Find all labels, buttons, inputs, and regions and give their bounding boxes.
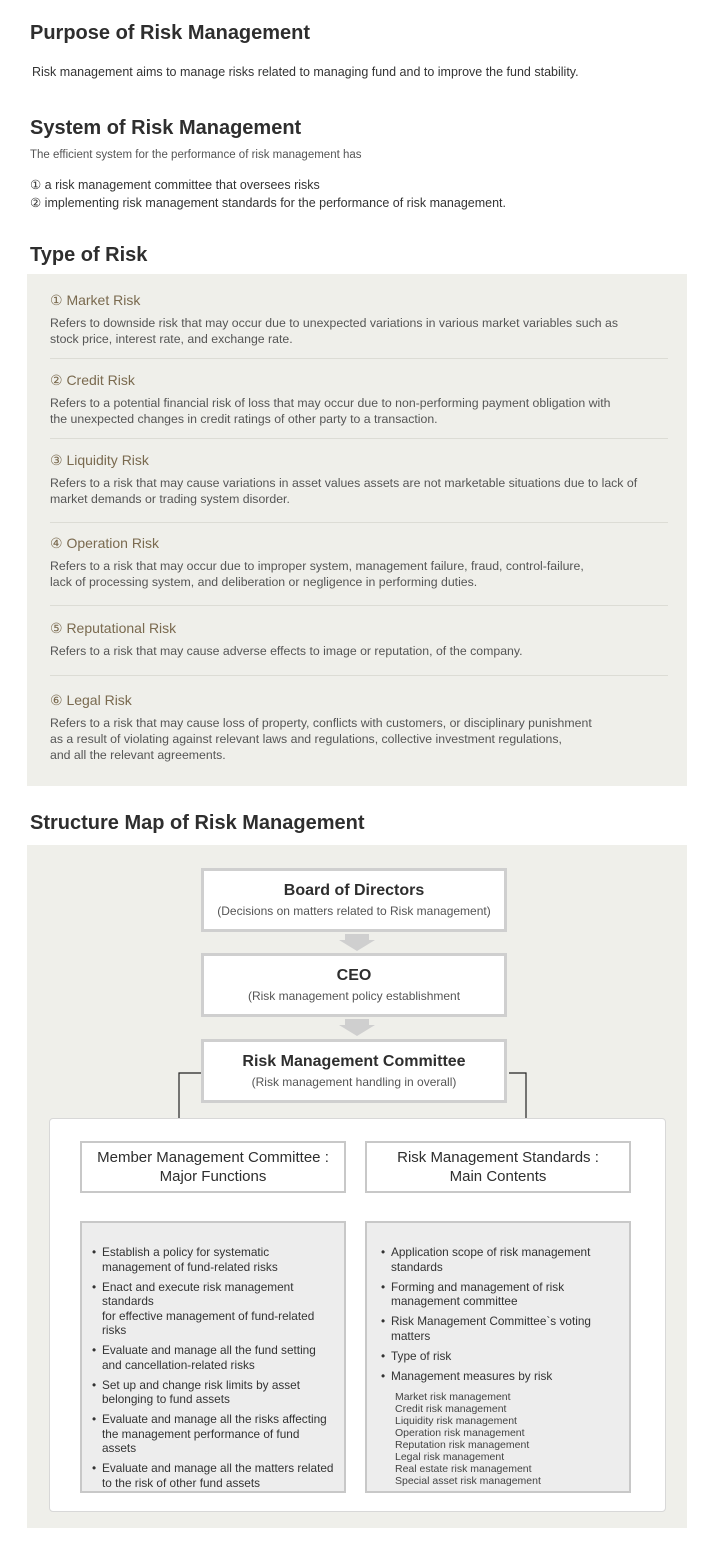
risk-title: ① Market Risk: [50, 292, 141, 308]
risk-desc: Refers to downside risk that may occur due to unexpected variations in various market variables such as stock price, interest rate, and exchange rate.: [50, 316, 618, 346]
risk-title: ④ Operation Risk: [50, 535, 160, 551]
structure-map-panel: [27, 845, 687, 1528]
system-heading: System of Risk Management: [30, 117, 302, 139]
list-item: • Evaluate and manage all the risks affecting the management performance of fund assets: [92, 1412, 334, 1456]
risk-desc: Refers to a potential financial risk of loss that may occur due to non-performing payment obligation with the unexpected changes in credit ratings of other party to a transaction.: [50, 396, 611, 426]
purpose-heading: Purpose of Risk Management: [30, 22, 311, 44]
ceo-box: [201, 953, 507, 1017]
sub-list-item: Real estate risk management: [395, 1462, 532, 1475]
divider: [50, 675, 668, 676]
down-arrow-icon: [339, 934, 375, 951]
sub-list-item: Special asset risk management: [395, 1474, 541, 1487]
risk-item-credit: [50, 372, 670, 427]
member-committee-head: Member Management Committee : Major Functions: [80, 1141, 346, 1193]
board-of-directors-box: [201, 868, 507, 932]
risk-item-reputational: [50, 620, 670, 659]
risk-item-legal: [50, 692, 670, 763]
risk-committee-box: [201, 1039, 507, 1103]
risk-desc: Refers to a risk that may occur due to improper system, management failure, fraud, control-failure, lack of processing system, and deliberation or negligence in performing duties.: [50, 559, 584, 589]
risk-desc: Refers to a risk that may cause loss of property, conflicts with customers, or disciplinary punishment as a result of violating against relevant laws and regulations, collective investment regulations, and all the relevant agreements.: [50, 716, 592, 762]
system-intro: The efficient system for the performance of risk management has: [30, 149, 362, 161]
list-item: • Risk Management Committee`s voting matters: [381, 1314, 619, 1343]
risk-desc: Refers to a risk that may cause adverse effects to image or reputation, of the company.: [50, 644, 523, 658]
list-item: • Evaluate and manage all the fund setting and cancellation-related risks: [92, 1343, 334, 1372]
sub-list-item: Legal risk management: [395, 1450, 505, 1463]
list-item: • Set up and change risk limits by asset belonging to fund assets: [92, 1378, 334, 1407]
list-item: • Forming and management of risk management committee: [381, 1280, 619, 1309]
list-item: • Application scope of risk management standards: [381, 1245, 619, 1274]
sub-list-item: Reputation risk management: [395, 1438, 530, 1451]
standards-head: Risk Management Standards : Main Contents: [365, 1141, 631, 1193]
sub-list-item: Market risk management: [395, 1390, 511, 1403]
sub-list-item: Operation risk management: [395, 1426, 525, 1439]
system-item: ① a risk management committee that oversees risks: [30, 178, 320, 192]
list-item: • Establish a policy for systematic management of fund-related risks: [92, 1245, 334, 1274]
risk-measures-sublist: [367, 1389, 629, 1487]
risk-item-market: [50, 292, 670, 347]
committee-subtitle: (Risk management handling in overall): [251, 1075, 457, 1089]
risk-title: ⑤ Reputational Risk: [50, 620, 177, 636]
divider: [50, 522, 668, 523]
divider: [50, 438, 668, 439]
risk-title: ③ Liquidity Risk: [50, 452, 149, 468]
purpose-text: Risk management aims to manage risks related to managing fund and to improve the fund stability.: [32, 65, 579, 79]
risk-title: ② Credit Risk: [50, 372, 135, 388]
list-item: • Evaluate and manage all the matters related to the risk of other fund assets: [92, 1461, 334, 1490]
risk-item-liquidity: [50, 452, 670, 507]
list-item: • Management measures by risk: [381, 1369, 619, 1384]
standards-contents: [365, 1221, 631, 1493]
ceo-subtitle: (Risk management policy establishment: [247, 989, 461, 1003]
risk-types-panel: [27, 274, 687, 786]
risk-title: ⑥ Legal Risk: [50, 692, 132, 708]
member-committee-functions: [80, 1221, 346, 1493]
structure-map-heading: Structure Map of Risk Management: [30, 812, 365, 834]
sub-list-item: Liquidity risk management: [395, 1414, 517, 1427]
list-item: • Enact and execute risk management standards for effective management of fund-related risks: [92, 1280, 334, 1338]
divider: [50, 605, 668, 606]
sub-list-item: Credit risk management: [395, 1402, 507, 1415]
board-subtitle: (Decisions on matters related to Risk management): [217, 904, 491, 918]
type-of-risk-heading: Type of Risk: [30, 244, 148, 266]
board-title: Board of Directors: [283, 882, 425, 899]
system-item: ② implementing risk management standards for the performance of risk management.: [30, 196, 507, 210]
list-item: • Type of risk: [381, 1349, 619, 1364]
committee-title: Risk Management Committee: [242, 1053, 466, 1070]
risk-item-operation: [50, 535, 670, 590]
ceo-title: CEO: [336, 967, 372, 984]
down-arrow-icon: [339, 1019, 375, 1036]
divider: [50, 358, 668, 359]
risk-desc: Refers to a risk that may cause variations in asset values assets are not marketable situations due to lack of market demands or trading system disorder.: [50, 476, 638, 506]
